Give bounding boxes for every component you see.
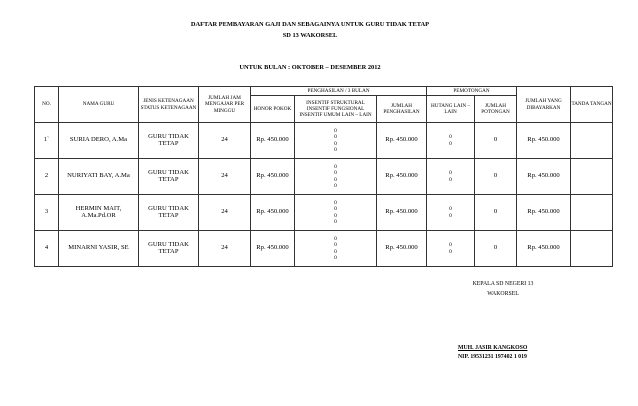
cell-hutang-value: 0 (449, 242, 452, 249)
cell-jenis: GURU TIDAK TETAP (139, 231, 199, 267)
cell-insentif-value: 0 (334, 146, 337, 153)
cell-hutang (427, 159, 475, 195)
cell-jenis: GURU TIDAK TETAP (139, 195, 199, 231)
cell-tanda (571, 123, 613, 159)
cell-hutang-value: 0 (449, 134, 452, 141)
cell-insentif-value: 0 (334, 254, 337, 261)
cell-honor: Rp. 450.000 (251, 159, 295, 195)
cell-jumlah: Rp. 450.000 (377, 159, 427, 195)
table-row (35, 159, 613, 195)
signature-position: KEPALA SD NEGERI 13 (472, 281, 534, 287)
cell-hutang (427, 231, 475, 267)
cell-honor: Rp. 450.000 (251, 231, 295, 267)
col-header-hutang: HUTANG LAIN – LAIN (427, 96, 475, 123)
cell-no: 3 (35, 195, 59, 231)
col-header-tanda: TANDA TANGAN (571, 87, 613, 123)
cell-jam: 24 (199, 159, 251, 195)
cell-nama: HERMIN MAIT, A.Ma.Pd.OR (59, 195, 139, 231)
signature-place: WAKORSEL (487, 291, 519, 297)
cell-hutang-value: 0 (449, 170, 452, 177)
cell-jumlah: Rp. 450.000 (377, 195, 427, 231)
payroll-table (34, 86, 613, 267)
cell-tanda (571, 231, 613, 267)
cell-hutang-value: 0 (449, 212, 452, 219)
cell-hutang-value: 0 (449, 206, 452, 213)
cell-honor: Rp. 450.000 (251, 123, 295, 159)
cell-insentif-value: 0 (334, 218, 337, 225)
cell-insentif-value: 0 (334, 127, 337, 134)
col-header-jam: JUMLAH JAM MENGAJAR PER MINGGU (199, 87, 251, 123)
cell-nama: MINARNI YASIR, SE (59, 231, 139, 267)
cell-hutang (427, 123, 475, 159)
cell-tanda (571, 159, 613, 195)
col-header-honor: HONOR POKOK (251, 96, 295, 123)
cell-insentif (295, 159, 377, 195)
col-header-pemotongan: PEMOTONGAN (427, 87, 517, 96)
cell-insentif-value: 0 (334, 248, 337, 255)
cell-potongan: 0 (475, 159, 517, 195)
period-label: UNTUK BULAN : OKTOBER – DESEMBER 2012 (239, 64, 381, 71)
cell-nama: NURIYATI BAY, A.Ma (59, 159, 139, 195)
cell-nama: SURIA DERO, A.Ma (59, 123, 139, 159)
cell-tanda (571, 195, 613, 231)
cell-hutang-value: 0 (449, 248, 452, 255)
cell-insentif-value: 0 (334, 182, 337, 189)
table-row (35, 195, 613, 231)
cell-insentif (295, 123, 377, 159)
table-row (35, 123, 613, 159)
cell-no: 2 (35, 159, 59, 195)
cell-insentif-value: 0 (334, 235, 337, 242)
cell-insentif-value: 0 (334, 163, 337, 170)
cell-potongan: 0 (475, 123, 517, 159)
cell-hutang-value: 0 (449, 176, 452, 183)
col-header-jenis: JENIS KETENAGAAN STATUS KETENAGAAN (139, 87, 199, 123)
table-row (35, 231, 613, 267)
cell-dibayarkan: Rp. 450.000 (517, 231, 571, 267)
cell-insentif-value: 0 (334, 242, 337, 249)
cell-jumlah: Rp. 450.000 (377, 123, 427, 159)
cell-dibayarkan: Rp. 450.000 (517, 159, 571, 195)
col-header-jumlah-potongan: JUMLAH POTONGAN (475, 96, 517, 123)
cell-insentif-value: 0 (334, 212, 337, 219)
document-title: DAFTAR PEMBAYARAN GAJI DAN SEBAGAINYA UNTUK GURU TIDAK TETAP (190, 21, 430, 28)
col-header-no: NO. (35, 87, 59, 123)
cell-hutang (427, 195, 475, 231)
cell-insentif-value: 0 (334, 206, 337, 213)
cell-jam: 24 (199, 123, 251, 159)
cell-insentif (295, 231, 377, 267)
cell-jenis: GURU TIDAK TETAP (139, 123, 199, 159)
cell-insentif-value: 0 (334, 176, 337, 183)
col-header-insentif: INSENTIF STRUKTURAL INSENTIF FUNGSIONAL INSENTIF UMUM LAIN – LAIN (295, 96, 377, 123)
cell-insentif-value: 0 (334, 134, 337, 141)
cell-potongan: 0 (475, 195, 517, 231)
cell-jumlah: Rp. 450.000 (377, 231, 427, 267)
col-header-penghasilan: PENGHASILAN / 3 BULAN (251, 87, 427, 96)
cell-dibayarkan: Rp. 450.000 (517, 123, 571, 159)
col-header-dibayarkan: JUMLAH YANG DIBAYARKAN (517, 87, 571, 123)
cell-insentif (295, 195, 377, 231)
col-header-nama: NAMA GURU (59, 87, 139, 123)
cell-honor: Rp. 450.000 (251, 195, 295, 231)
cell-jenis: GURU TIDAK TETAP (139, 159, 199, 195)
col-header-jumlah-penghasilan: JUMLAH PENGHASILAN (377, 96, 427, 123)
cell-no: 1` (35, 123, 59, 159)
cell-dibayarkan: Rp. 450.000 (517, 195, 571, 231)
cell-hutang-value: 0 (449, 140, 452, 147)
cell-jam: 24 (199, 195, 251, 231)
cell-insentif-value: 0 (334, 140, 337, 147)
cell-insentif-value: 0 (334, 199, 337, 206)
cell-potongan: 0 (475, 231, 517, 267)
cell-insentif-value: 0 (334, 170, 337, 177)
school-name: SD 13 WAKORSEL (282, 32, 338, 39)
signature-nip: NIP. 19531231 197402 1 019 (458, 354, 527, 360)
signature-name: MUH. JASIR KANGKOSO (458, 345, 528, 351)
cell-no: 4 (35, 231, 59, 267)
cell-jam: 24 (199, 231, 251, 267)
